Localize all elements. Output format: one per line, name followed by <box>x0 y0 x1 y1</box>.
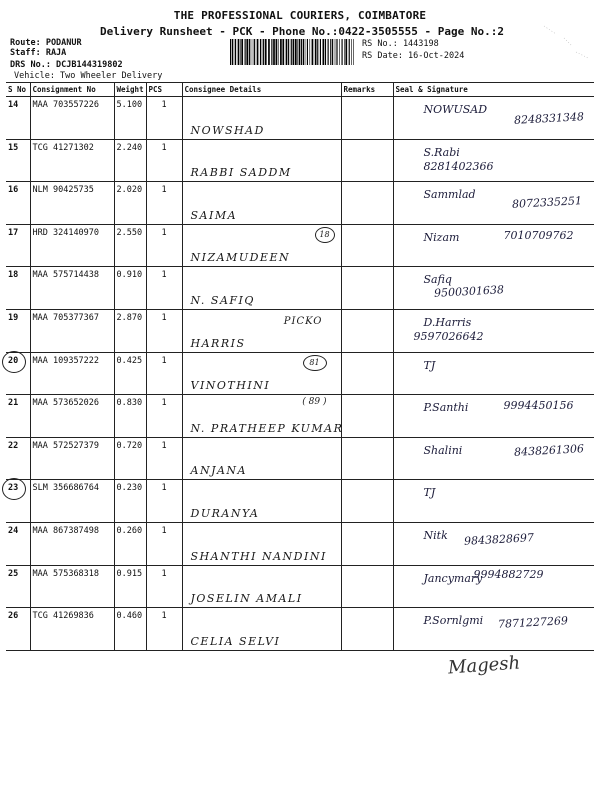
signature-cell <box>393 480 594 523</box>
weight-value: 2.870 <box>114 309 146 352</box>
weight-value: 0.425 <box>114 352 146 395</box>
pieces-count: 1 <box>146 395 182 438</box>
consignee-cell <box>182 565 341 608</box>
consignment-number: MAA 575714438 <box>30 267 114 310</box>
pieces-count: 1 <box>146 97 182 140</box>
consignee-cell <box>182 395 344 438</box>
handwritten-note: PICKO <box>283 315 323 327</box>
signature-cell <box>393 97 594 140</box>
circled-note: 81 <box>303 355 327 371</box>
consignee-name: NIZAMUDEEN <box>190 251 291 265</box>
signature-cell <box>393 522 594 565</box>
remarks-cell <box>341 608 393 651</box>
weight-value: 0.260 <box>114 522 146 565</box>
recipient-signature: Shalini <box>423 443 463 457</box>
consignment-number: MAA 703557226 <box>30 97 114 140</box>
consignee-cell <box>182 437 341 480</box>
recipient-signature: D.Harris <box>423 315 472 329</box>
runsheet-table <box>6 82 594 651</box>
pieces-count: 1 <box>146 480 182 523</box>
recipient-signature: P.Santhi <box>423 401 469 415</box>
consignee-name: HARRIS <box>190 336 246 350</box>
serial-number: 18 <box>6 267 30 310</box>
recipient-signature: NOWUSAD <box>423 103 488 116</box>
weight-value: 2.240 <box>114 139 146 182</box>
consignee-name: N. SAFIQ <box>190 293 255 307</box>
consignment-number: MAA 109357222 <box>30 352 114 395</box>
col-signature: Seal & Signature <box>393 83 594 97</box>
table-header-row <box>6 83 594 97</box>
signature-cell <box>393 139 594 182</box>
weight-value: 5.100 <box>114 97 146 140</box>
table-row <box>6 182 594 225</box>
table-row <box>6 97 594 140</box>
serial-number: 22 <box>6 437 30 480</box>
signature-cell <box>393 182 594 225</box>
barcode <box>230 39 355 65</box>
weight-value: 0.830 <box>114 395 146 438</box>
drs-number: DRS No.: DCJB144319802 <box>10 60 123 70</box>
rs-number: RS No.: 1443198 <box>362 39 439 49</box>
consignment-number: HRD 324140970 <box>30 224 114 267</box>
consignment-number: MAA 575368318 <box>30 565 114 608</box>
recipient-signature: TJ <box>423 486 436 500</box>
weight-value: 0.910 <box>114 267 146 310</box>
table-row <box>6 309 594 352</box>
consignee-name: SHANTHI NANDINI <box>190 549 327 563</box>
consignee-name: SAIMA <box>190 208 238 222</box>
serial-number: 17 <box>6 224 30 267</box>
recipient-phone: 7871227269 <box>497 614 568 631</box>
remarks-cell <box>341 267 393 310</box>
weight-value: 0.720 <box>114 437 146 480</box>
pieces-count: 1 <box>146 139 182 182</box>
recipient-phone: 9843828697 <box>463 531 534 548</box>
consignee-cell <box>182 352 341 395</box>
table-row <box>6 139 594 182</box>
recipient-phone: 9994450156 <box>503 399 574 413</box>
weight-value: 0.230 <box>114 480 146 523</box>
signature-cell <box>393 608 594 651</box>
route-label: Route: PODANUR <box>10 38 82 48</box>
consignee-cell <box>182 139 341 182</box>
signature-cell <box>393 267 594 310</box>
rs-date: RS Date: 16-Oct-2024 <box>362 51 465 61</box>
col-sno: S No <box>6 83 30 97</box>
consignee-name: N. PRATHEEP KUMAR <box>190 421 344 435</box>
pieces-count: 1 <box>146 352 182 395</box>
remarks-cell <box>341 309 393 352</box>
serial-number: 21 <box>6 395 30 438</box>
signature-cell <box>393 395 594 438</box>
consignee-cell <box>182 224 341 267</box>
recipient-signature: Nitk <box>423 528 448 542</box>
recipient-phone: 7010709762 <box>503 228 574 242</box>
consignment-number: SLM 356686764 <box>30 480 114 523</box>
recipient-phone: 9597026642 <box>413 329 484 343</box>
staff-label: Staff: RAJA <box>10 48 67 58</box>
serial-circle <box>2 478 26 500</box>
page-title: THE PROFESSIONAL COURIERS, COIMBATORE <box>173 9 427 22</box>
recipient-signature: Safiq <box>423 273 452 287</box>
signature-cell <box>393 309 594 352</box>
col-weight: Weight <box>114 83 146 97</box>
consignment-number: MAA 705377367 <box>30 309 114 352</box>
consignee-name: NOWSHAD <box>190 123 265 137</box>
table-row <box>6 522 594 565</box>
circled-note: ( 89 ) <box>302 397 327 408</box>
consignee-name: VINOTHINI <box>190 379 271 393</box>
serial-number: 23 <box>6 480 30 523</box>
weight-value: 0.915 <box>114 565 146 608</box>
table-row <box>6 608 594 651</box>
consignee-cell <box>182 267 341 310</box>
table-row <box>6 565 594 608</box>
consignee-name: DURANYA <box>190 506 260 520</box>
table-row <box>6 480 594 523</box>
remarks-cell <box>341 139 393 182</box>
scan-speckle <box>534 18 594 68</box>
recipient-phone: 9994882729 <box>473 567 544 581</box>
consignee-cell <box>182 97 341 140</box>
recipient-signature: S.Rabi <box>423 145 460 159</box>
recipient-phone: 9500301638 <box>433 283 504 301</box>
serial-number: 26 <box>6 608 30 651</box>
signature-cell <box>393 352 594 395</box>
col-pcs: PCS <box>146 83 182 97</box>
pieces-count: 1 <box>146 608 182 651</box>
recipient-signature: TJ <box>423 358 436 372</box>
recipient-phone: 8281402366 <box>423 159 494 173</box>
remarks-cell <box>341 224 393 267</box>
remarks-cell <box>341 352 393 395</box>
vehicle-label: Vehicle: Two Wheeler Delivery <box>14 71 163 81</box>
table-row <box>6 267 594 310</box>
consignee-cell <box>182 182 341 225</box>
consignment-number: MAA 867387498 <box>30 522 114 565</box>
remarks-cell <box>341 395 393 438</box>
pieces-count: 1 <box>146 267 182 310</box>
page-subtitle: Delivery Runsheet - PCK - Phone No.:0422-3505555 - Page No.:2 <box>100 25 504 38</box>
serial-number: 24 <box>6 522 30 565</box>
pieces-count: 1 <box>146 309 182 352</box>
weight-value: 2.550 <box>114 224 146 267</box>
recipient-signature: Nizam <box>423 230 460 244</box>
manager-signature: Magesh <box>447 652 521 679</box>
consignment-number: MAA 573652026 <box>30 395 114 438</box>
recipient-signature: P.Sornlgmi <box>423 614 484 628</box>
serial-number: 15 <box>6 139 30 182</box>
recipient-phone: 8438261306 <box>513 441 584 459</box>
consignee-cell <box>182 480 341 523</box>
consignee-name: RABBI SADDM <box>190 166 292 180</box>
remarks-cell <box>341 565 393 608</box>
consignee-cell <box>182 309 341 352</box>
consignee-name: JOSELIN AMALI <box>190 592 303 606</box>
recipient-phone: 8248331348 <box>513 110 584 127</box>
table-row <box>6 224 594 267</box>
consignee-name: ANJANA <box>190 464 247 478</box>
weight-value: 2.020 <box>114 182 146 225</box>
signature-cell <box>393 565 594 608</box>
serial-number: 25 <box>6 565 30 608</box>
consignee-cell <box>182 608 341 651</box>
consignee-name: CELIA SELVI <box>190 634 281 648</box>
pieces-count: 1 <box>146 182 182 225</box>
pieces-count: 1 <box>146 565 182 608</box>
pieces-count: 1 <box>146 437 182 480</box>
col-consignment: Consignment No <box>30 83 114 97</box>
remarks-cell <box>341 480 393 523</box>
remarks-cell <box>341 97 393 140</box>
consignment-number: MAA 572527379 <box>30 437 114 480</box>
remarks-cell <box>341 522 393 565</box>
col-consignee: Consignee Details <box>182 83 341 97</box>
recipient-signature: Jancymary <box>423 571 483 585</box>
remarks-cell <box>341 182 393 225</box>
consignment-number: TCG 41269836 <box>30 608 114 651</box>
serial-circle <box>2 351 26 373</box>
circled-note: 18 <box>315 227 335 243</box>
table-row <box>6 395 594 438</box>
serial-number: 16 <box>6 182 30 225</box>
serial-number: 20 <box>6 352 30 395</box>
table-row <box>6 437 594 480</box>
recipient-signature: Sammlad <box>423 188 476 202</box>
serial-number: 14 <box>6 97 30 140</box>
consignment-number: NLM 90425735 <box>30 182 114 225</box>
signature-cell <box>393 224 594 267</box>
table-row <box>6 352 594 395</box>
col-remarks: Remarks <box>341 83 393 97</box>
serial-number: 19 <box>6 309 30 352</box>
weight-value: 0.460 <box>114 608 146 651</box>
remarks-cell <box>341 437 393 480</box>
consignment-number: TCG 41271302 <box>30 139 114 182</box>
pieces-count: 1 <box>146 224 182 267</box>
consignee-cell <box>182 522 341 565</box>
recipient-phone: 8072335251 <box>511 194 582 212</box>
pieces-count: 1 <box>146 522 182 565</box>
signature-cell <box>393 437 594 480</box>
